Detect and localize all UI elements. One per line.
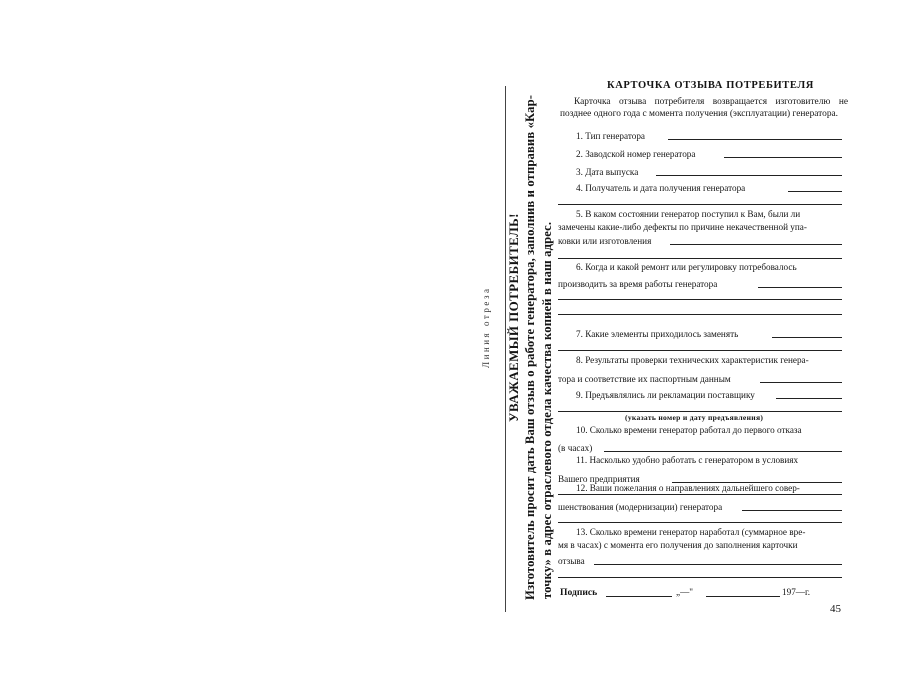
question-13-line-3: отзыва [558,556,585,566]
question-12-line-1: 12. Ваши пожелания о направлениях дальнейшего совер- [576,483,800,493]
question-4: 4. Получатель и дата получения генератора [576,183,746,193]
question-11-line-2: Вашего предприятия [558,474,640,484]
answer-line-13b[interactable] [558,577,842,578]
answer-line-7[interactable] [772,337,842,338]
question-8-line-2: тора и соответствие их паспортным данным [558,374,731,384]
question-5-line-1: 5. В каком состоянии генератор поступил к Вам, были ли [576,209,801,219]
card-title: КАРТОЧКА ОТЗЫВА ПОТРЕБИТЕЛЯ [607,80,814,91]
answer-line-4[interactable] [788,191,842,192]
answer-line-5[interactable] [670,244,842,245]
question-13-line-2: мя в часах) с момента его получения до заполнения карточки [558,540,798,550]
page-number: 45 [830,603,841,615]
question-10-line-1: 10. Сколько времени генератор работал до первого отказа [576,425,802,435]
question-11-line-1: 11. Насколько удобно работать с генератором в условиях [576,455,799,465]
question-3: 3. Дата выпуска [576,167,639,177]
side-heading: УВАЖАЕМЫЙ ПОТРЕБИТЕЛЬ! [506,213,521,422]
signature-line[interactable] [606,596,672,597]
card-intro: Карточка отзыва потребителя возвращается изготовителю не позднее одного года с момента получения (эксплуатации) генератора. [560,97,848,119]
answer-line-5b[interactable] [558,258,842,259]
signature-label: Подпись [560,587,598,598]
question-1: 1. Тип генератора [576,131,646,141]
side-appeal-line-2: точку» в адрес отраслевого отдела качества копией в наш адрес. [540,221,554,599]
cut-line-label: Линия отреза [481,286,491,368]
question-9: 9. Предъявлялись ли рекламации поставщику [576,390,755,400]
answer-line-6c[interactable] [558,314,842,315]
answer-line-9[interactable] [776,398,842,399]
answer-line-3[interactable] [656,175,842,176]
side-appeal-line-1: Изготовитель просит дать Ваш отзыв о работе генератора, заполнив и отправив «Кар- [523,94,537,600]
date-month-line[interactable] [706,596,780,597]
question-9-note: (указать номер и дату предъявления) [625,413,764,422]
answer-line-2[interactable] [724,157,842,158]
question-5-line-3: ковки или изготовления [558,236,652,246]
answer-line-13[interactable] [594,564,842,565]
question-6-line-2: производить за время работы генератора [558,279,718,289]
question-13-line-1: 13. Сколько времени генератор наработал (суммарное вре- [576,527,806,537]
answer-line-8[interactable] [760,382,842,383]
date-year: 197—г. [782,587,810,597]
answer-line-9b[interactable] [558,411,842,412]
question-5-line-2: замечены какие-либо дефекты по причине некачественной упа- [558,222,807,232]
question-2: 2. Заводской номер генератора [576,149,696,159]
answer-line-12a[interactable] [558,494,842,495]
question-7: 7. Какие элементы приходилось заменять [576,329,739,339]
answer-line-10[interactable] [604,451,842,452]
question-12-line-2: шенствования (модернизации) генератора [558,502,723,512]
answer-line-6b[interactable] [558,299,842,300]
answer-line-6[interactable] [758,287,842,288]
answer-line-1[interactable] [668,139,842,140]
answer-line-12[interactable] [742,510,842,511]
answer-line-12b[interactable] [558,522,842,523]
question-6-line-1: 6. Когда и какой ремонт или регулировку потребовалось [576,262,797,272]
answer-line-4b[interactable] [558,204,842,205]
question-10-line-2: (в часах) [558,443,593,453]
question-8-line-1: 8. Результаты проверки технических характеристик генера- [576,355,809,365]
answer-line-7b[interactable] [558,350,842,351]
date-prefix: „—" [676,587,694,597]
